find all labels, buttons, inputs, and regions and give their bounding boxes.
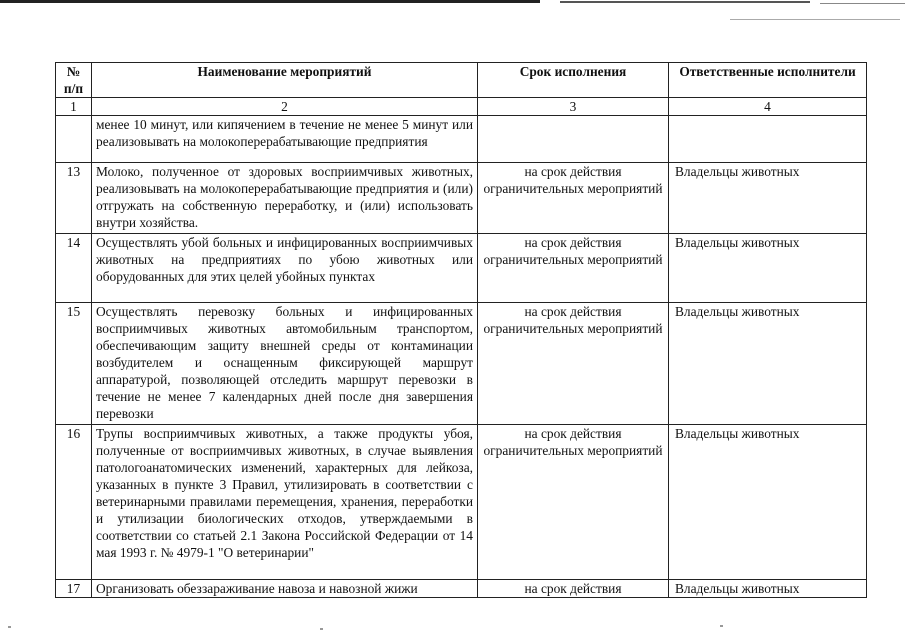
row-responsible: Владельцы животных — [669, 163, 867, 234]
row-description: Организовать обеззараживание навоза и навозной жижи — [92, 580, 478, 598]
column-number: 4 — [669, 98, 867, 116]
row-deadline: на срок действия — [478, 580, 669, 598]
row-description: Трупы восприимчивых животных, а также продукты убоя, полученные от восприимчивых животных, в случае выявления патологоанатомических изменений, характерных для лейкоза, указанных в пункте 3 Правил, утилизировать в соответствии с ветеринарными правилами перемещения, хранения, переработки и утилизации биологических отходов, утверждаемыми в соответствии со статьей 2.1 Закона Российской Федерации от 14 мая 1993 г. № 4979-1 "О ветеринарии" — [92, 425, 478, 580]
row-number: 14 — [56, 234, 92, 303]
row-description: менее 10 минут, или кипячением в течение не менее 5 минут или реализовывать на молокоперерабатывающие предприятия — [92, 116, 478, 163]
row-responsible — [669, 116, 867, 163]
scan-edge-line — [0, 0, 540, 3]
row-deadline: на срок действия ограничительных мероприятий — [478, 303, 669, 425]
row-deadline — [478, 116, 669, 163]
column-number: 1 — [56, 98, 92, 116]
row-number: 16 — [56, 425, 92, 580]
table-row — [56, 580, 867, 598]
header-deadline: Срок исполнения — [478, 63, 669, 98]
scan-edge-line — [730, 19, 900, 20]
table-row — [56, 163, 867, 234]
row-number — [56, 116, 92, 163]
row-responsible: Владельцы животных — [669, 303, 867, 425]
row-number: 13 — [56, 163, 92, 234]
row-deadline: на срок действия ограничительных мероприятий — [478, 163, 669, 234]
row-responsible: Владельцы животных — [669, 425, 867, 580]
table-row — [56, 234, 867, 303]
scan-speck — [320, 628, 323, 630]
row-responsible: Владельцы животных — [669, 580, 867, 598]
row-deadline: на срок действия ограничительных мероприятий — [478, 234, 669, 303]
scan-edge-line — [560, 1, 810, 3]
row-description: Осуществлять убой больных и инфицированных восприимчивых животных на предприятиях по убою животных или оборудованных для этих целей убойных пунктах — [92, 234, 478, 303]
table-header-row — [56, 63, 867, 98]
row-deadline: на срок действия ограничительных мероприятий — [478, 425, 669, 580]
table-row — [56, 303, 867, 425]
measures-table — [55, 62, 867, 598]
row-number: 15 — [56, 303, 92, 425]
header-name: Наименование мероприятий — [92, 63, 478, 98]
table-row — [56, 425, 867, 580]
column-number: 3 — [478, 98, 669, 116]
row-number: 17 — [56, 580, 92, 598]
row-responsible: Владельцы животных — [669, 234, 867, 303]
scan-speck — [8, 626, 11, 628]
scan-edge-line — [820, 3, 905, 4]
header-responsible: Ответственные исполнители — [669, 63, 867, 98]
column-number: 2 — [92, 98, 478, 116]
table-row — [56, 116, 867, 163]
row-description: Молоко, полученное от здоровых восприимчивых животных, реализовывать на молокоперерабатывающие предприятия и (или) отгружать на собственную переработку, и (или) использовать внутри хозяйства. — [92, 163, 478, 234]
column-numbers-row — [56, 98, 867, 116]
scan-speck — [720, 625, 723, 627]
row-description: Осуществлять перевозку больных и инфицированных восприимчивых животных автомобильным транспортом, обеспечивающим защиту внешней среды от контаминации возбудителем и оснащенным фиксирующей маршрут аппаратурой, позволяющей отследить маршрут перевозки в течение не менее 7 календарных дней после дня завершения перевозки — [92, 303, 478, 425]
header-number: № п/п — [56, 63, 92, 98]
